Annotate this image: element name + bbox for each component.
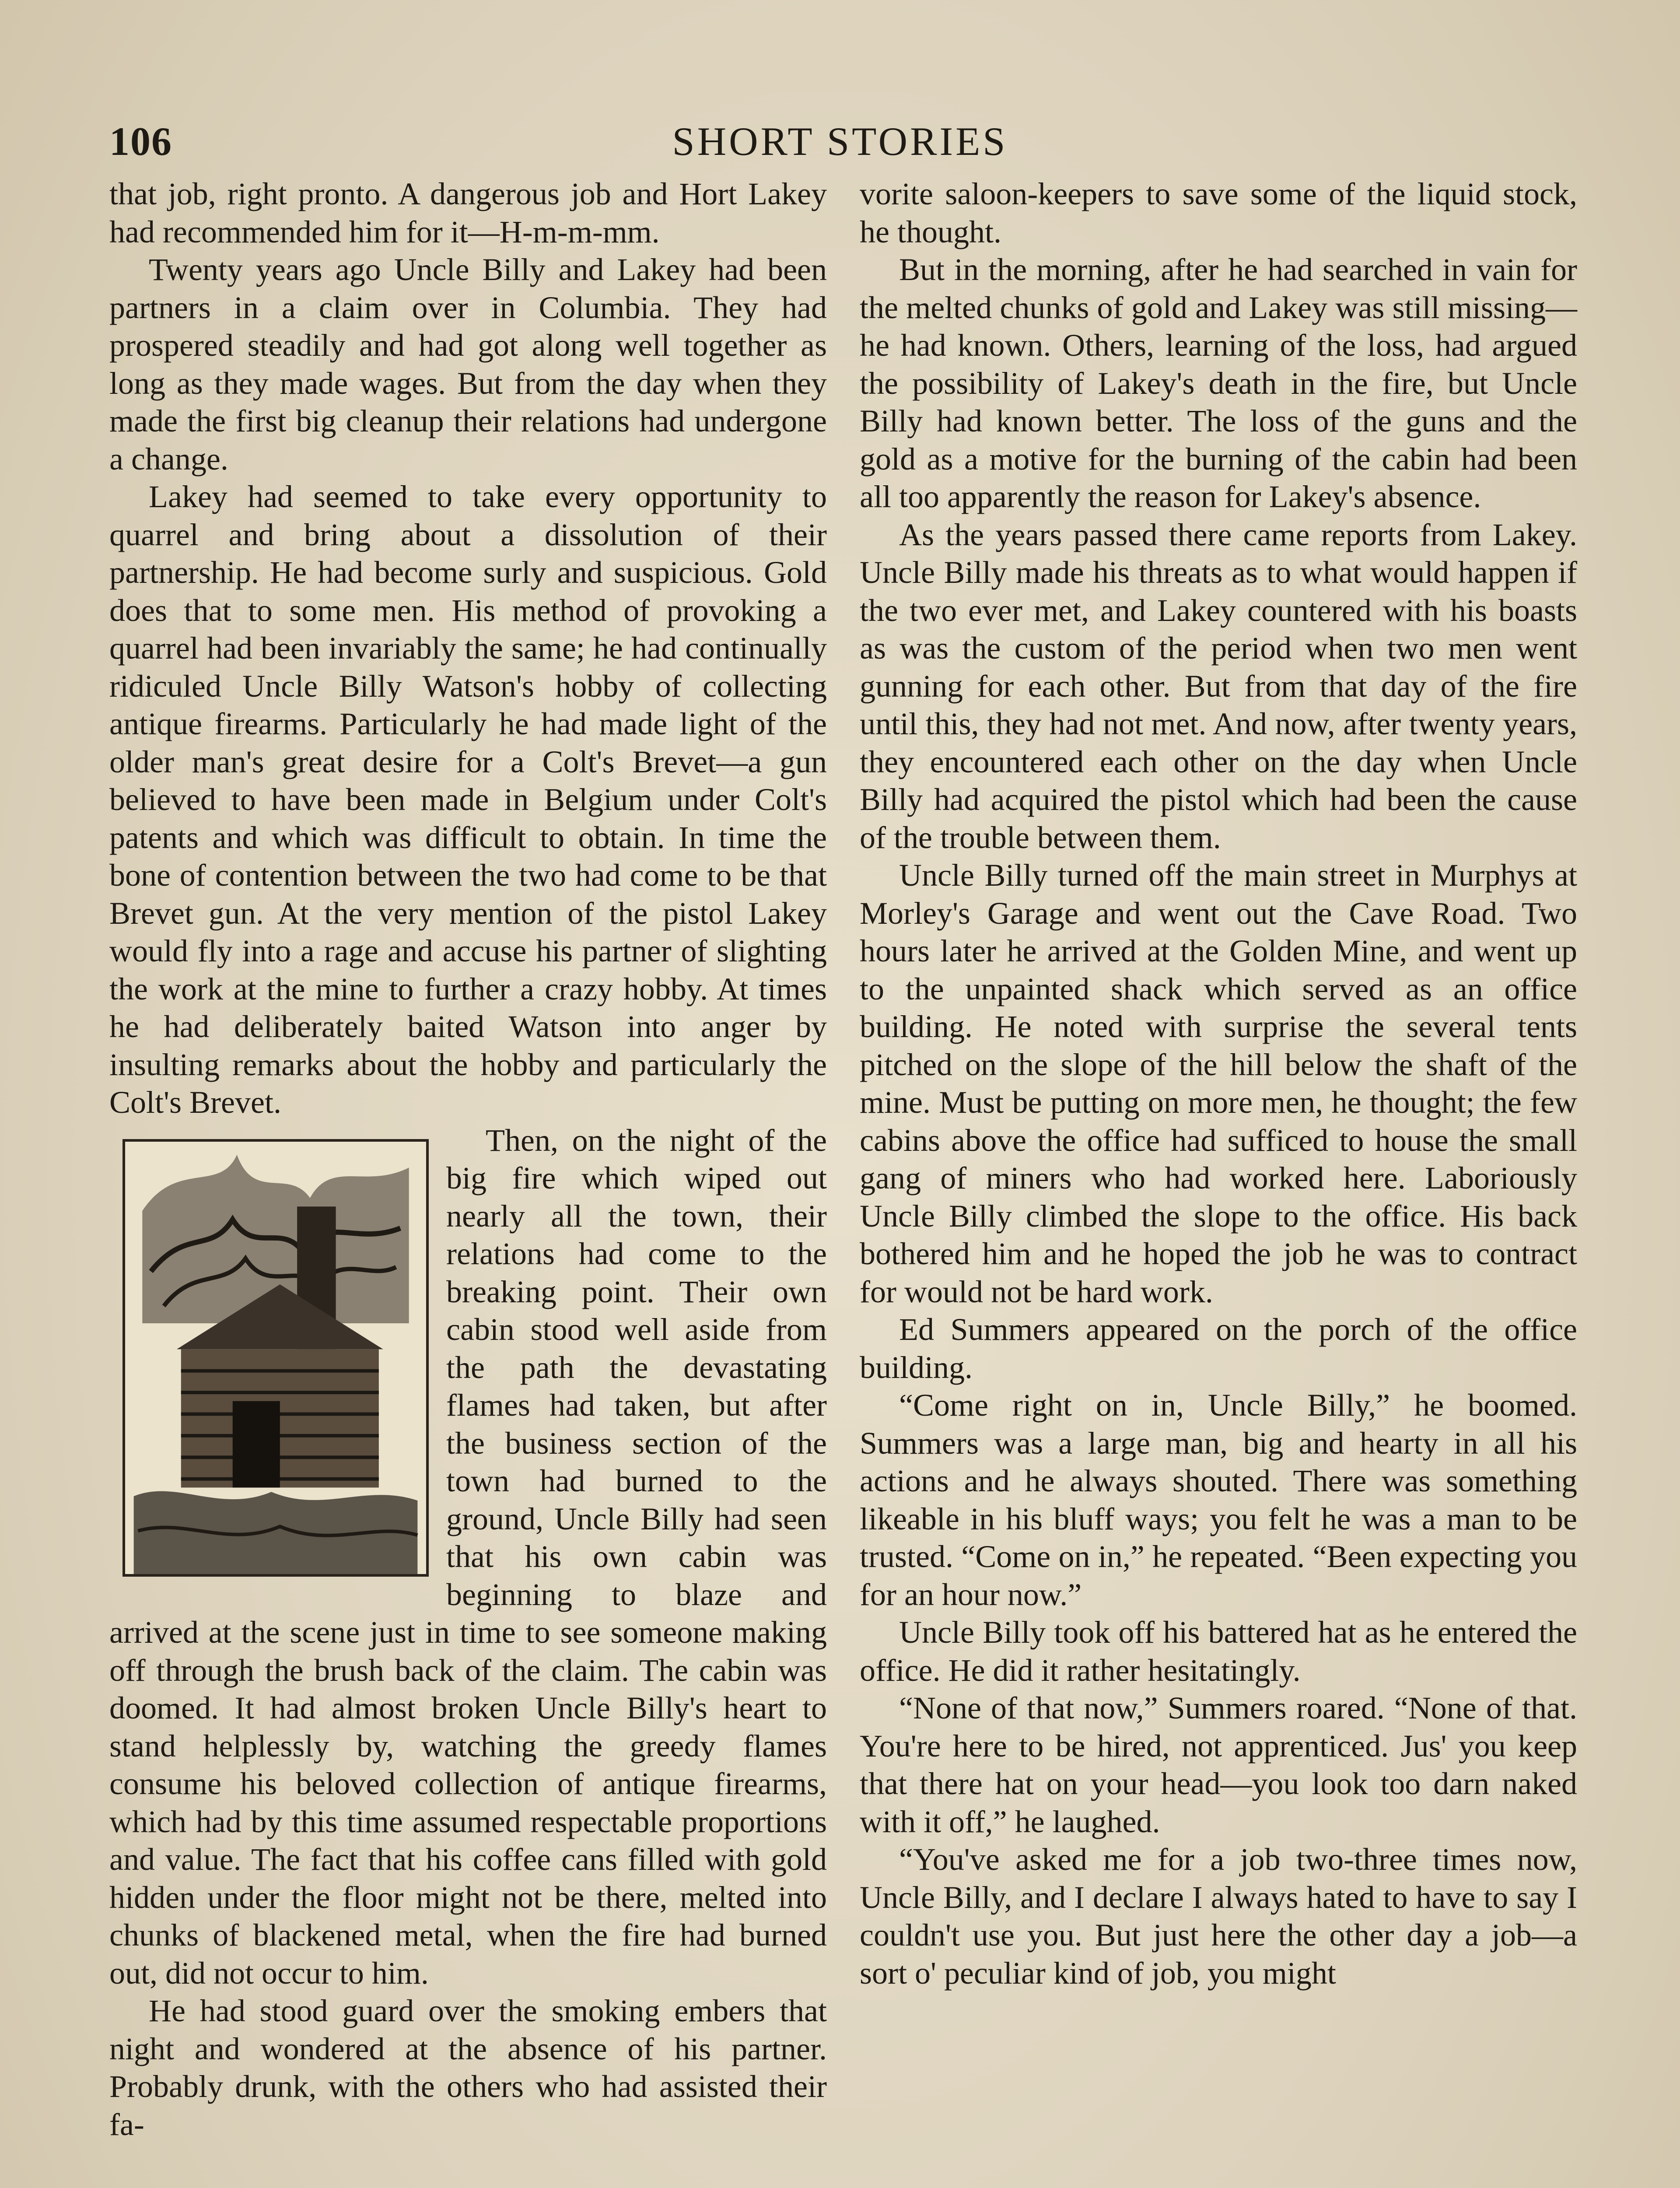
- left-column: [109, 175, 827, 2143]
- running-title: SHORT STORIES: [672, 119, 1008, 164]
- paragraph: Ed Summers appeared on the porch of the office building.: [860, 1312, 1577, 1385]
- paragraph: Uncle Billy took off his battered hat as he entered the office. He did it rather hesitatingly.: [860, 1615, 1577, 1688]
- paragraph: “Come right on in, Uncle Billy,” he boomed. Summers was a large man, big and hearty in all his actions and he always shouted. There was something likeable in his bluff ways; you felt he was a man to be trusted. “Come on in,” he repeated. “Been expecting you for an hour now.”: [860, 1388, 1577, 1612]
- paragraph: Then, on the night of the big fire which wiped out nearly all the town, their relations had come to the breaking point. Their own cabin stood well aside from the path the devastating flames had taken, but after the business section of the town had burned to the ground, Uncle Billy had seen that his own cabin was beginning to blaze and arrived at the scene just in time to see someone making off through the brush back of the claim. The cabin was doomed. It had almost broken Uncle Billy's heart to stand helplessly by, watching the greedy flames consume his beloved collection of antique firearms, which had by this time assumed respectable proportions and value. The fact that his coffee cans filled with gold hidden under the floor might not be there, melted into chunks of blackened metal, when the fire had burned out, did not occur to him.: [109, 1122, 827, 1991]
- paragraph: Uncle Billy turned off the main street in Murphys at Morley's Garage and went out the Cave Road. Two hours later he arrived at the Golden Mine, and went up to the unpainted shack which served as an office building. He noted with surprise the several tents pitched on the slope of the hill below the shaft of the mine. Must be putting on more men, he thought; the few cabins above the office had sufficed to house the small gang of miners who had worked here. Laboriously Uncle Billy climbed the slope to the office. His back bothered him and he hoped the job he was to contract for would not be hard work.: [860, 858, 1577, 1309]
- paragraph: Lakey had seemed to take every opportunity to quarrel and bring about a dissolution of their partnership. He had become surly and suspicious. Gold does that to some men. His method of provoking a quarrel had been invariably the same; he had continually ridiculed Uncle Billy Watson's hobby of collecting antique firearms. Particularly he had made light of the older man's great desire for a Colt's Brevet—a gun believed to have been made in Belgium under Colt's patents and which was difficult to obtain. In time the bone of contention between the two had come to be that Brevet gun. At the very mention of the pistol Lakey would fly into a rage and accuse his partner of slighting the work at the mine to further a crazy hobby. At times he had deliberately baited Watson into anger by insulting remarks about the hobby and particularly the Colt's Brevet.: [109, 479, 827, 1120]
- paragraph: “You've asked me for a job two-three times now, Uncle Billy, and I declare I always hated to have to say I couldn't use you. But just here the other day a job—a sort o' peculiar kind of job, you might: [860, 1842, 1577, 1991]
- burning-cabin-illustration: [122, 1139, 429, 1577]
- page-header: [109, 118, 1571, 171]
- paragraph: As the years passed there came reports from Lakey. Uncle Billy made his threats as to what would happen if the two ever met, and Lakey countered with his boasts as was the custom of the period when two men went gunning for each other. But from that day of the fire until this, they had not met. And now, after twenty years, they encountered each other on the day when Uncle Billy had acquired the pistol which had been the cause of the trouble between them.: [860, 517, 1577, 855]
- page-number: 106: [109, 119, 172, 164]
- paragraph: He had stood guard over the smoking embers that night and wondered at the absence of his partner. Probably drunk, with the others who had assisted their fa-: [109, 1993, 827, 2142]
- paragraph: But in the morning, after he had searched in vain for the melted chunks of gold and Lakey was still missing—he had known. Others, learning of the loss, had argued the possibility of Lakey's death in the fire, but Uncle Billy had known better. The loss of the guns and the gold as a motive for the burning of the cabin had been all too apparently the reason for Lakey's absence.: [860, 252, 1577, 514]
- right-column: [860, 175, 1577, 1992]
- paragraph: that job, right pronto. A dangerous job and Hort Lakey had recommended him for it—H-m-m-mm.: [109, 176, 827, 249]
- paragraph: “None of that now,” Summers roared. “None of that. You're here to be hired, not apprenticed. Jus' you keep that there hat on your head—you look too darn naked with it off,” he laughed.: [860, 1690, 1577, 1839]
- paragraph: vorite saloon-keepers to save some of the liquid stock, he thought.: [860, 176, 1577, 249]
- paragraph: Twenty years ago Uncle Billy and Lakey had been partners in a claim over in Columbia. They had prospered steadily and had got along well together as long as they made wages. But from the day when they made the first big cleanup their relations had undergone a change.: [109, 252, 827, 477]
